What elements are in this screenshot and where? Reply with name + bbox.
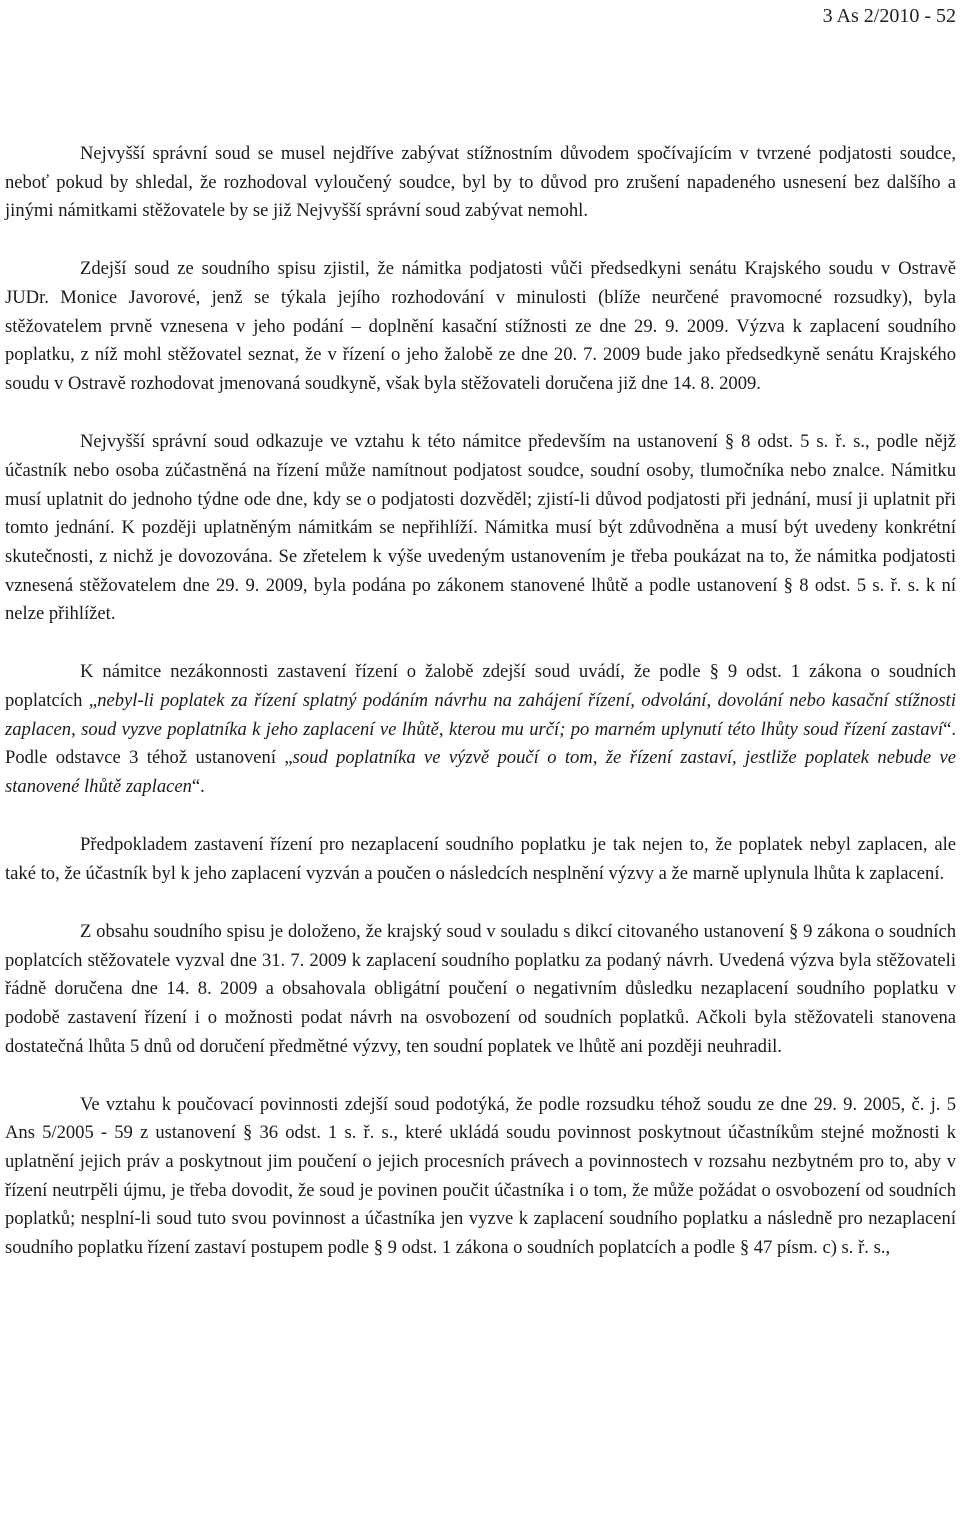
paragraph-text: Z obsahu soudního spisu je doloženo, že krajský soud v souladu s dikcí citovaného ustanovení § 9 zákona o soudních poplatcích stěžovatele vyzval dne 31. 7. 2009 k zaplacení soudního poplatku za podaný návrh. Uvedená výzva byla stěžovateli řádně doručena dne 14. 8. 2009 a obsahovala obligátní poučení o negativním důsledku nezaplacení soudního poplatku v podobě zastavení řízení i o možnosti podat návrh na osvobození od soudních poplatků. Ačkoli byla stěžovateli stanovena dostatečná lhůta 5 dnů od doručení předmětné výzvy, ten soudní poplatek ve lhůtě ani později neuhradil. xyxy=(5,920,956,1057)
paragraph-2 xyxy=(5,255,956,398)
paragraph-6 xyxy=(5,918,956,1061)
paragraph-4 xyxy=(5,658,956,801)
paragraph-text: Zdejší soud ze soudního spisu zjistil, že námitka podjatosti vůči předsedkyni senátu Krajského soudu v Ostravě JUDr. Monice Javorové, jenž se týkala jejího rozhodování v minulosti (blíže neurčené pravomocné rozsudky), byla stěžovatelem prvně vznesena v jeho podání – doplnění kasační stížnosti ze dne 29. 9. 2009. Výzva k zaplacení soudního poplatku, z níž mohl stěžovatel seznat, že v řízení o jeho žalobě ze dne 20. 7. 2009 bude jako předsedkyně senátu Krajského soudu v Ostravě rozhodovat jmenovaná soudkyně, však byla stěžovateli doručena již dne 14. 8. 2009. xyxy=(5,258,956,395)
quoted-statute-text: nebyl-li poplatek za řízení splatný podáním návrhu na zahájení řízení, odvolání, dovolání nebo kasační stížnosti zaplacen, soud vyzve poplatníka k jeho zaplacení ve lhůtě, kterou mu určí; po marném uplynutí této lhůty soud řízení zastaví xyxy=(5,690,956,740)
paragraph-text: K námitce nezákonnosti zastavení řízení o žalobě zdejší soud uvádí, že podle § 9 odst. 1 zákona o soudních poplatcích „ xyxy=(5,661,956,711)
paragraph-text: Předpokladem zastavení řízení pro nezaplacení soudního poplatku je tak nejen to, že poplatek nebyl zaplacen, ale také to, že účastník byl k jeho zaplacení vyzván a poučen o následcích nesplnění výzvy a že marně uplynula lhůta k zaplacení. xyxy=(5,834,956,884)
quoted-statute-text: soud poplatníka ve výzvě poučí o tom, že řízení zastaví, jestliže poplatek nebude ve stanovené lhůtě zaplacen xyxy=(5,747,956,797)
document-body xyxy=(5,140,956,1263)
paragraph-7 xyxy=(5,1091,956,1263)
paragraph-text: Ve vztahu k poučovací povinnosti zdejší soud podotýká, že podle rozsudku téhož soudu ze dne 29. 9. 2005, č. j. 5 Ans 5/2005 - 59 z ustanovení § 36 odst. 1 s. ř. s., které ukládá soudu povinnost poskytnout účastníkům stejné možnosti k uplatnění jejich práv a poskytnout jim poučení o jejich procesních právech a povinnostech v rozsahu nezbytném pro to, aby v řízení neutrpěli újmu, je třeba dovodit, že soud je povinen poučit účastníka i o tom, že může požádat o osvobození od soudních poplatků; nesplní-li soud tuto svou povinnost a účastníka jen vyzve k zaplacení soudního poplatku a následně pro nezaplacení soudního poplatku řízení zastaví postupem podle § 9 odst. 1 zákona o soudních poplatcích a podle § 47 písm. c) s. ř. s., xyxy=(5,1093,956,1258)
paragraph-text: “. xyxy=(191,775,205,797)
paragraph-5 xyxy=(5,831,956,888)
paragraph-3 xyxy=(5,428,956,629)
paragraph-text: Nejvyšší správní soud odkazuje ve vztahu k této námitce především na ustanovení § 8 odst. 5 s. ř. s., podle nějž účastník nebo osoba zúčastněná na řízení může namítnout podjatost soudce, soudní osoby, tlumočníka nebo znalce. Námitku musí uplatnit do jednoho týdne ode dne, kdy se o podjatosti dozvěděl; zjistí-li důvod podjatosti při jednání, musí ji uplatnit při tomto jednání. K později uplatněným námitkám se nepřihlíží. Námitka musí být zdůvodněna a musí být uvedeny konkrétní skutečnosti, z nichž je dovozována. Se zřetelem k výše uvedeným ustanovením je třeba poukázat na to, že námitka podjatosti vznesená stěžovatelem dne 29. 9. 2009, byla podána po zákonem stanovené lhůtě a podle ustanovení § 8 odst. 5 s. ř. s. k ní nelze přihlížet. xyxy=(5,431,956,625)
paragraph-text: “. Podle odstavce 3 téhož ustanovení „ xyxy=(5,718,956,769)
paragraph-text: Nejvyšší správní soud se musel nejdříve zabývat stížnostním důvodem spočívajícím v tvrzené podjatosti soudce, neboť pokud by shledal, že rozhodoval vyloučený soudce, byl by to důvod pro zrušení napadeného usnesení bez dalšího a jinými námitkami stěžovatele by se již Nejvyšší správní soud zabývat nemohl. xyxy=(5,143,956,222)
page-reference: 3 As 2/2010 - 52 xyxy=(822,5,956,27)
paragraph-1 xyxy=(5,140,956,226)
